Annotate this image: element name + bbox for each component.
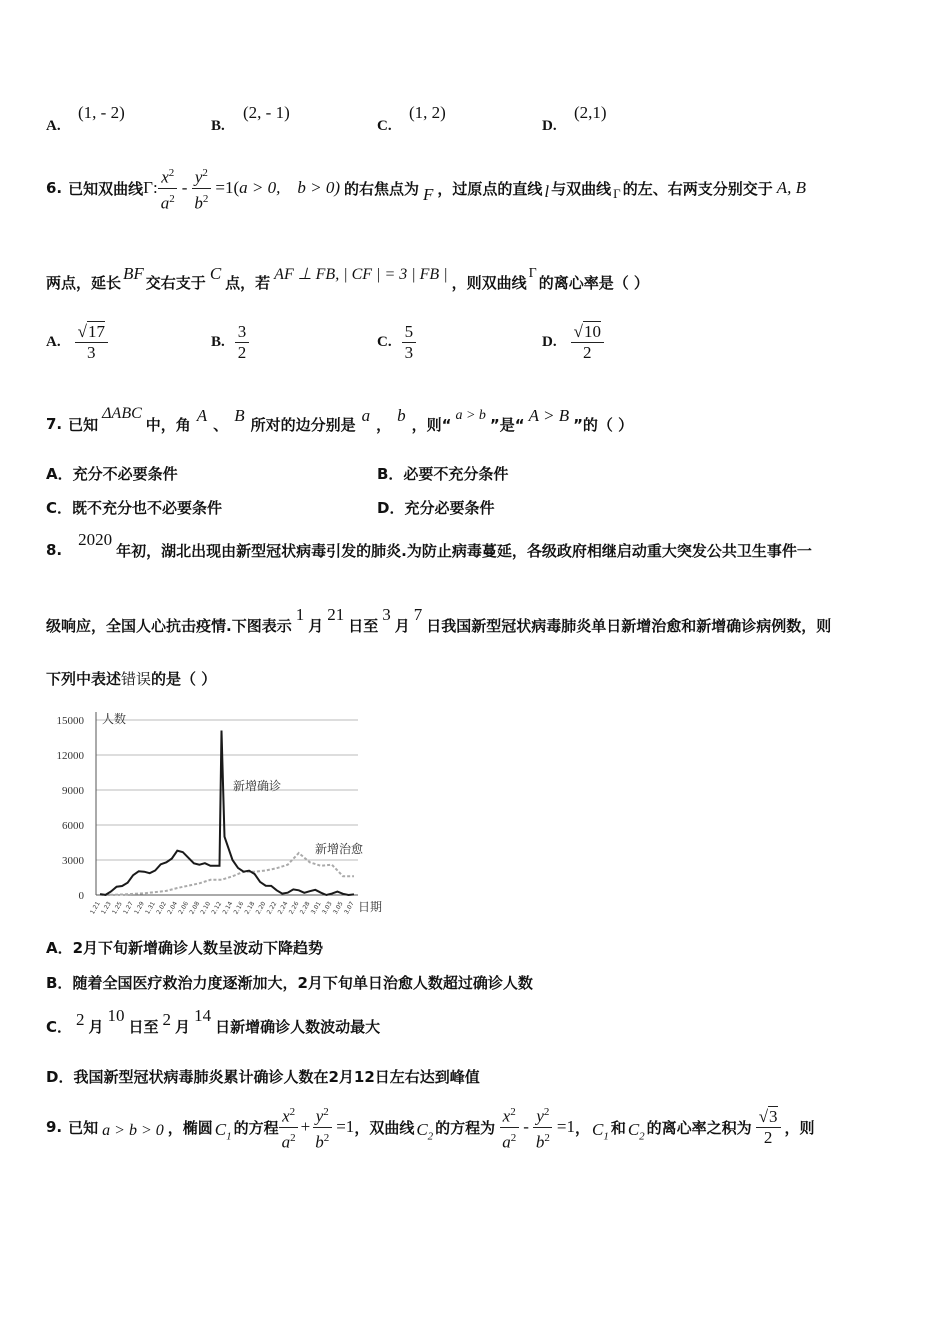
q6-BF: BF [123,264,144,283]
q7-cond-1: a > b [455,408,486,423]
q6-x: x [161,167,169,187]
q5-option-a-label: A. [46,118,61,134]
annotation-recovered: 新增治愈 [315,842,364,856]
q8-text-5: 下列中表述 [46,670,122,688]
x-tick-label: 2.26 [287,900,301,916]
y-tick-label: 6000 [62,820,84,832]
q9-text-5: 的方程为 [435,1118,496,1137]
q8-option-c-yue-1: 月 [88,1017,104,1036]
q6-option-b-den: 2 [237,343,247,362]
q9-text-8: ，则 [784,1118,815,1137]
q8-option-b-text: 随着全国医疗救治力度逐渐加大，2月下旬单日治愈人数超过确诊人数 [72,974,533,992]
x-tick-label: 2.10 [199,900,213,916]
q7-B: B [234,406,245,425]
q7-line1 [46,404,633,444]
q6-C: C [209,264,222,283]
q5-option-c-label: C. [377,118,392,134]
q6-option-d-num: 10 [583,322,601,341]
x-tick-label: 1.21 [88,900,102,916]
q8-chart [40,705,385,920]
x-tick-label: 2.06 [177,900,191,916]
q8-day-2: 7 [413,605,423,624]
q8-line3 [46,668,216,689]
q7-option-a: A．充分不必要条件 [46,465,178,483]
q9-frac-x: $\frac{x^2}{a^2}$ [279,1102,299,1152]
x-tick-label: 2.02 [155,900,168,916]
q9-C1-letter: C [214,1119,227,1139]
sqrt-icon: √ [758,1106,769,1126]
y-tick-label: 0 [78,890,84,902]
q5-option-b-label: B. [211,118,225,134]
y-tick-label: 3000 [62,855,84,867]
q8-text-5b: 错误 [121,670,152,688]
q8-option-a-label: A． [46,939,73,957]
x-tick-label: 1.29 [133,900,146,916]
x-tick-label: 3.07 [342,900,356,916]
q6-text-8: 点，若 [225,273,271,292]
q8-option-b-label: B． [46,974,73,992]
q7-a: a [361,406,371,425]
q5-option-a [46,116,61,135]
q6-option-b-frac [235,322,250,363]
q8-option-d-text: 我国新型冠状病毒肺炎累计确诊人数在2月12日左右达到峰值 [73,1068,480,1086]
q6-frac-y: $\frac{y^2}{b^2}$ [191,163,211,213]
chart-xticks [89,900,356,915]
x-tick-label: 2.12 [210,900,224,916]
chart-yticks [57,715,85,902]
q6-cond: a > 0, b > 0) [239,178,340,197]
q9-frac-x2: $\frac{x^2}{a^2}$ [499,1102,519,1152]
q6-text-6: 两点，延长 [46,273,122,292]
q6-option-c [377,322,416,363]
series-line-recovered [100,853,354,895]
q6-AB: A, B [776,178,806,197]
q5-option-d-label: D. [542,118,557,134]
q6-eq: =1( [215,178,240,197]
x-tick-label: 3.03 [320,900,334,916]
q6-a: a [160,193,170,213]
q6-option-a [46,322,108,363]
x-tick-label: 1.31 [144,900,157,916]
q9-text-7: 的离心率之积为 [646,1118,752,1137]
x-tick-label: 2.16 [232,900,246,916]
y-tick-label: 9000 [62,785,84,797]
q6-text-5: 的左、右两支分别交于 [622,179,773,198]
x-tick-label: 2.14 [221,900,235,916]
q8-number: 8. [46,541,63,559]
x-tick-label: 3.05 [331,900,345,916]
q5-option-c-value: (1, 2) [409,103,446,122]
q7-text-6: ”的（ ） [573,415,634,434]
q9-frac-result [756,1107,781,1148]
q6-option-d [542,322,604,363]
q9-C1b: $C_1$ [591,1119,609,1143]
q8-text-1: 年初，湖北出现由新型冠状病毒引发的肺炎.为防止病毒蔓延，各级政府相继启动重大突发公共卫生事件一 [116,541,812,560]
q7-option-b: B．必要不充分条件 [377,465,509,483]
q6-F: F [423,185,434,204]
q9-text-1: 已知 [68,1118,99,1137]
q7-A: A [196,406,208,425]
chart-xlabel: 日期 [358,900,383,914]
chart-grid [96,712,358,895]
x-tick-label: 2.08 [188,900,202,916]
q6-option-a-num: 17 [87,322,105,341]
x-tick-label: 1.27 [122,900,135,916]
x-tick-label: 3.01 [309,900,323,916]
q7-cond-2: A > B [528,406,570,425]
q6-gamma: Γ [143,178,153,197]
q8-day-1: 21 [327,605,345,624]
q6-text-9: ，则双曲线 [451,273,527,292]
q9-frac-y: $\frac{y^2}{b^2}$ [312,1102,332,1152]
q6-text-10: 的离心率是（ ） [538,273,649,292]
q8-month-1: 1 [295,605,305,624]
q6-option-c-label: C. [377,334,392,350]
q7-text-3: 所对的边分别是 [250,415,356,434]
q8-line1 [46,530,812,570]
q9-C1: $C_1$ [214,1119,232,1143]
q7-text-2: 中，角 [145,415,191,434]
x-tick-label: 2.20 [254,900,268,916]
q8-text-5c: 的是（ ） [151,670,217,688]
x-tick-label: 2.22 [265,900,279,916]
q8-text-2: 级响应，全国人心抗击疫情.下图表示 [46,616,292,635]
q6-option-b [211,322,249,363]
q6-gamma-2: Γ [613,186,621,201]
q9-text-2: ，椭圆 [167,1118,213,1137]
q7-text-4: ，则“ [411,415,452,434]
q6-cond2: AF ⊥ FB, | CF | = 3 | FB | [274,266,448,283]
q8-option-c [46,1008,380,1044]
q9-C1b-letter: C [591,1119,604,1139]
q9-text-6: ， [574,1118,590,1137]
q9-he: 和 [610,1118,626,1137]
q5-option-a-value: (1, - 2) [78,103,125,122]
q8-option-c-zhi: 日至 [128,1017,159,1036]
q6-option-a-frac [75,322,108,363]
q9-line1 [46,1104,815,1150]
q8-option-c-day-1: 10 [107,1006,125,1025]
q9-eq: =1 [336,1117,355,1136]
q8-option-b [46,972,533,993]
q6-option-b-label: B. [211,334,225,350]
q6-gamma-3: Γ [528,266,537,281]
q8-option-d [46,1066,480,1087]
q6-option-b-num: 3 [235,322,250,343]
q6-text-3: ，过原点的直线 [437,179,543,198]
q8-yue-1: 月 [308,616,324,635]
x-tick-label: 1.23 [100,900,113,916]
q5-option-b-value: (2, - 1) [243,103,290,122]
q5-option-b [211,116,225,135]
q9-C2b-letter: C [627,1119,640,1139]
x-tick-label: 1.25 [111,900,124,916]
q7-triangle: ΔABC [102,405,142,422]
q8-line2 [46,605,831,645]
q6-option-c-num: 5 [402,322,417,343]
sqrt-icon: √ [77,322,87,341]
y-tick-label: 12000 [56,750,84,762]
q9-C2-letter: C [416,1119,428,1139]
q6-frac-x: $\frac{x^2}{a^2}$ [158,163,178,213]
q6-line1 [46,166,806,213]
q8-option-c-rest: 日新增确诊人数波动最大 [215,1017,381,1036]
q8-option-c-yue-2: 月 [175,1017,191,1036]
q6-option-d-label: D. [542,334,557,350]
q8-option-a-text: 2月下旬新增确诊人数呈波动下降趋势 [72,939,324,957]
q8-option-d-label: D． [46,1068,74,1086]
q9-text-3: 的方程 [233,1118,279,1137]
q9-eq-2: =1 [556,1117,575,1136]
q9-sqrt-num: 3 [769,1106,778,1126]
q9-plus: + [300,1117,311,1136]
q6-b: b [194,193,203,213]
q6-text-2: 的右焦点为 [344,179,420,198]
q8-option-a [46,937,323,958]
q5-option-c [377,116,392,135]
q5-option-d [542,116,557,135]
x-tick-label: 2.28 [298,900,312,916]
q9-text-4: ，双曲线 [354,1118,415,1137]
q5-option-d-value: (2,1) [574,103,607,122]
q9-result-den: 2 [763,1127,773,1147]
q6-minus: - [181,178,188,197]
q6-colon: : [152,178,158,197]
sqrt-icon: √ [573,322,583,341]
q8-year: 2020 [78,530,113,549]
q6-option-d-den: 2 [583,343,592,362]
q6-text-4: 与双曲线 [551,179,612,198]
q8-month-2: 3 [382,605,391,624]
q6-text-1: 已知双曲线 [68,179,144,198]
q9-frac-y2: $\frac{y^2}{b^2}$ [533,1102,553,1152]
q6-option-a-den: 3 [87,343,96,362]
chart-ylabel: 人数 [102,712,127,726]
x-tick-label: 2.24 [276,900,290,916]
q7-number: 7. [46,415,63,433]
q8-option-c-label: C． [46,1017,73,1036]
q8-option-c-month-1: 2 [76,1010,85,1029]
x-tick-label: 2.04 [166,900,180,916]
q8-text-3: 日至 [348,616,379,635]
q6-text-7: 交右支于 [145,273,206,292]
q6-option-d-frac [571,322,604,363]
x-tick-label: 2.18 [243,900,257,916]
q9-number: 9. [46,1118,63,1136]
q7-option-c: C．既不充分也不必要条件 [46,499,223,517]
q8-yue-2: 月 [394,616,410,635]
q8-option-c-month-2: 2 [162,1010,172,1029]
q9-C2b: $C_2$ [627,1119,645,1143]
q7-b: b [397,406,406,425]
q6-option-c-frac [402,322,417,363]
q7-comma: ， [376,415,392,434]
q8-text-4: 日我国新型冠状病毒肺炎单日新增治愈和新增确诊病例数，则 [426,616,832,635]
q7-dun: 、 [213,415,229,434]
q6-line2 [46,262,649,302]
annotation-confirmed: 新增确诊 [233,779,282,793]
q7-text-5: ”是“ [489,415,525,434]
q9-C2: $C_2$ [416,1119,434,1143]
q6-option-c-den: 3 [404,343,414,362]
q6-l: l [544,182,550,201]
q9-minus: - [523,1117,529,1136]
q9-cond: a > b > 0 [102,1122,164,1139]
q8-option-c-day-2: 14 [194,1006,212,1025]
q6-option-a-label: A. [46,334,61,350]
q6-number: 6. [46,179,63,197]
y-tick-label: 15000 [56,715,84,727]
q7-text-1: 已知 [68,415,99,434]
q7-option-d: D．充分必要条件 [377,499,495,517]
q6-y: y [194,167,203,187]
